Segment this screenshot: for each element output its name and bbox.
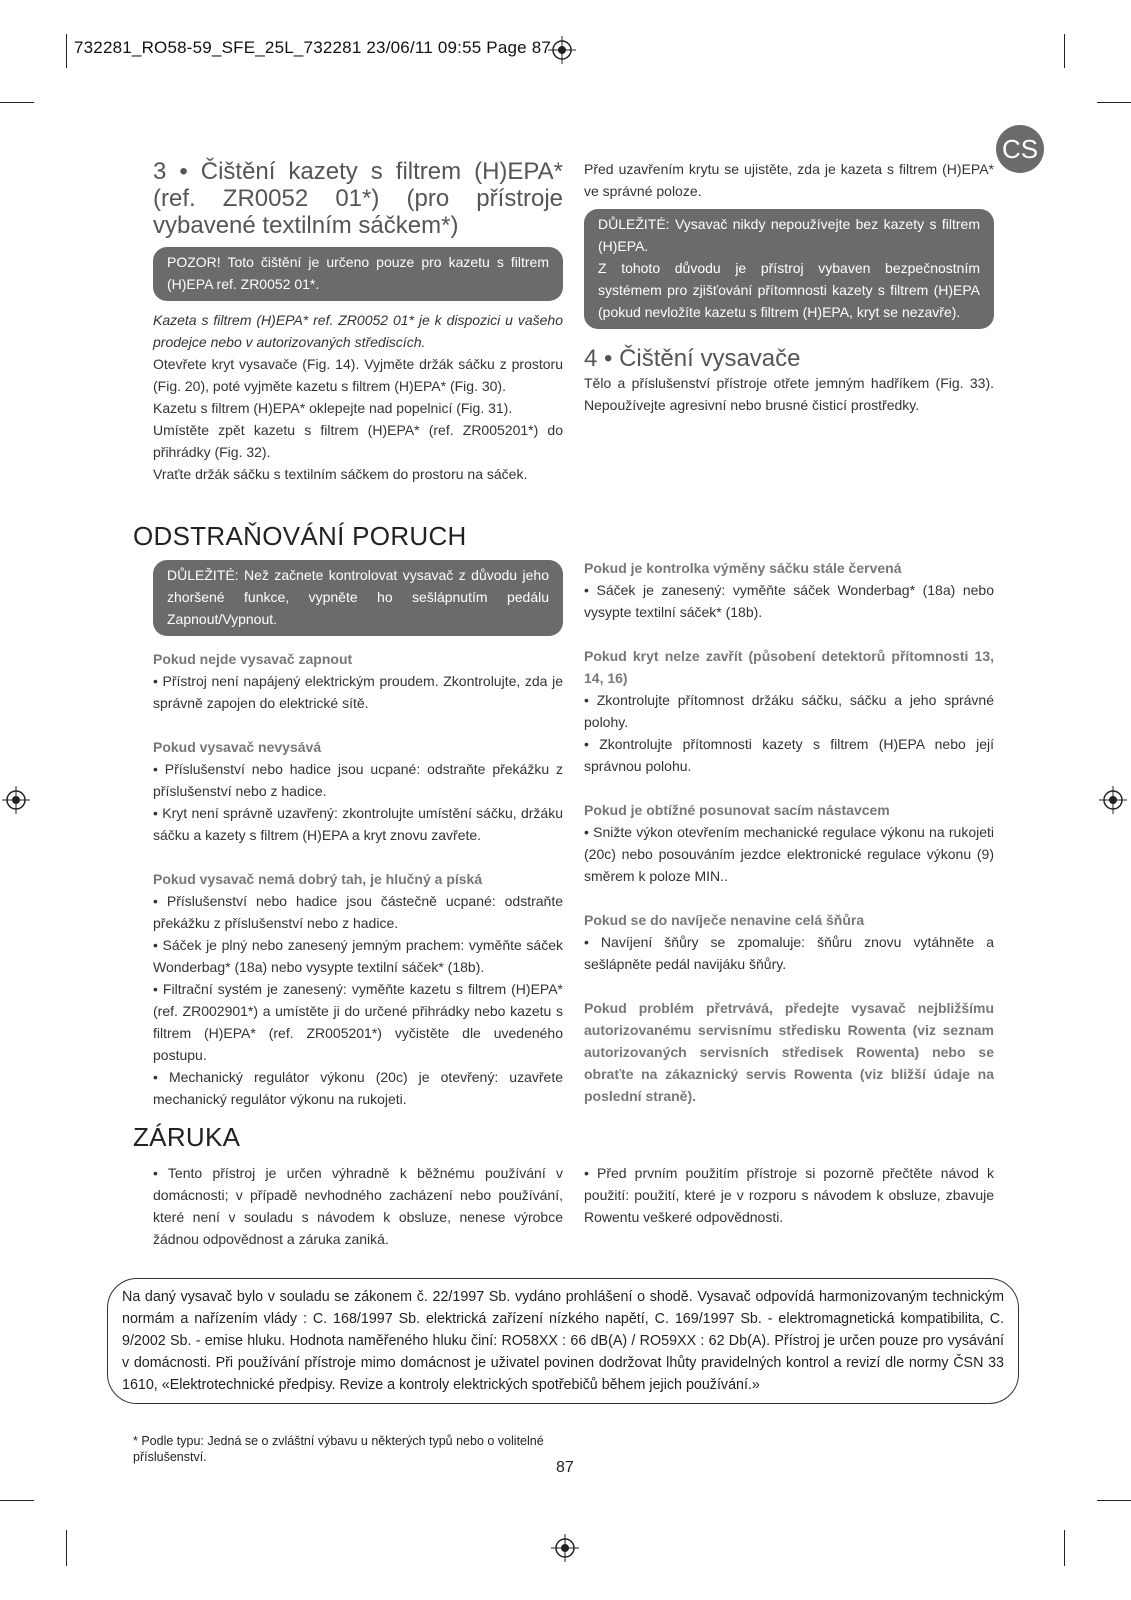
troubleshooting-important-text: DŮLEŽITÉ: Než začnete kontrolovat vysavač z důvodu jeho zhoršené funkce, vypněte ho sešlápnutím pedálu Zapnout/Vypnout. xyxy=(167,567,549,627)
crop-mark xyxy=(66,1530,67,1566)
service-note: Pokud problém přetrvává, předejte vysavač nejbližšímu autorizovanému servisnímu středisku Rowenta (viz seznam autorizovaných servisních středisek Rowenta) nebo se obraťte na zákaznický servis Rowenta (viz bližší údaje na poslední straně). xyxy=(584,1000,994,1104)
right-top-column xyxy=(584,158,994,416)
trouble-group xyxy=(153,648,563,714)
troubleshooting-title: ODSTRAŇOVÁNÍ PORUCH xyxy=(133,521,467,551)
important-text-b: Z tohoto důvodu je přístroj vybaven bezpečnostním systémem pro zjišťování přítomnosti kazety s filtrem (H)EPA (pokud nevložíte kazetu s filtrem (H)EPA, kryt se nezavře). xyxy=(598,260,980,320)
trouble-item: • Snižte výkon otevřením mechanické regulace výkonu na rukojeti (20c) nebo posouváním jezdce elektronické regulace výkonu (9) směrem k poloze MIN.. xyxy=(584,824,994,884)
trouble-group xyxy=(153,736,563,846)
crop-mark xyxy=(66,34,67,68)
section3-heading: 3 • Čištění kazety s filtrem (H)EPA* (ref. ZR0052 01*) (pro přístroje vybavené textilním sáčkem*) xyxy=(153,158,563,239)
trouble-item: • Sáček je zanesený: vyměňte sáček Wonderbag* (18a) nebo vysypte textilní sáček* (18b). xyxy=(584,582,994,620)
trouble-item: • Zkontrolujte přítomnost držáku sáčku, sáčku a jeho správné polohy. xyxy=(584,692,994,730)
crop-mark xyxy=(1064,1530,1065,1566)
trouble-item: • Mechanický regulátor výkonu (20c) je otevřený: uzavřete mechanický regulátor výkonu na rukojeti. xyxy=(153,1069,563,1107)
print-slug: 732281_RO58-59_SFE_25L_732281 23/06/11 09:55 Page 87 xyxy=(74,38,552,57)
trouble-heading: Pokud je obtížné posunovat sacím nástavcem xyxy=(584,802,890,818)
right-top-paragraph: Před uzavřením krytu se ujistěte, zda je kazeta s filtrem (H)EPA* ve správné poloze. xyxy=(584,161,994,199)
footnote: * Podle typu: Jedná se o zvláštní výbavu u některých typů nebo o volitelné příslušenství. xyxy=(133,1434,544,1464)
warranty-left-text: • Tento přístroj je určen výhradně k běžnému používání v domácnosti; v případě nevhodného zacházení nebo používání, které není v souladu s návodem k obsluze, nenese výrobce žádnou odpovědnost a záruka zaniká. xyxy=(153,1165,563,1247)
warranty-title: ZÁRUKA xyxy=(133,1122,241,1152)
trouble-heading: Pokud nejde vysavač zapnout xyxy=(153,651,353,667)
crop-mark xyxy=(0,1500,34,1501)
trouble-item: • Sáček je plný nebo zanesený jemným prachem: vyměňte sáček Wonderbag* (18a) nebo vysypte textilní sáček* (18b). xyxy=(153,937,563,975)
trouble-group xyxy=(153,868,563,1110)
warranty-right-column xyxy=(584,1162,994,1228)
trouble-item: • Navíjení šňůry se zpomaluje: šňůru znovu vytáhněte a sešlápněte pedál navijáku šňůry. xyxy=(584,934,994,972)
important-box xyxy=(584,209,994,329)
section3-column xyxy=(153,158,563,485)
trouble-heading: Pokud je kontrolka výměny sáčku stále červená xyxy=(584,560,902,576)
crop-mark xyxy=(1097,102,1131,103)
trouble-item: • Příslušenství nebo hadice jsou ucpané: odstraňte překážku z příslušenství nebo z hadice. xyxy=(153,761,563,799)
troubleshooting-left-column xyxy=(153,560,563,1110)
trouble-item: • Zkontrolujte přítomnosti kazety s filtrem (H)EPA nebo její správnou polohu. xyxy=(584,736,994,774)
language-badge: CS xyxy=(996,125,1044,173)
trouble-group xyxy=(584,645,994,777)
trouble-item: • Filtrační systém je zanesený: vyměňte kazetu s filtrem (H)EPA* (ref. ZR002901*) a umístěte ji do určené přihrádky nebo kazetu s filtrem (H)EPA* (ref. ZR005201*) vyčistěte dle uvedeného postupu. xyxy=(153,981,563,1063)
section3-warning-text: POZOR! Toto čištění je určeno pouze pro kazetu s filtrem (H)EPA ref. ZR0052 01*. xyxy=(167,254,549,292)
trouble-heading: Pokud vysavač nevysává xyxy=(153,739,322,755)
registration-mark-icon xyxy=(548,36,576,64)
trouble-item: • Příslušenství nebo hadice jsou částečně ucpané: odstraňte překážku z příslušenství nebo z hadice. xyxy=(153,893,563,931)
registration-mark-icon xyxy=(2,786,30,814)
registration-mark-icon xyxy=(1099,786,1127,814)
troubleshooting-right-column xyxy=(584,557,994,1107)
section3-step3: Umístěte zpět kazetu s filtrem (H)EPA* (ref. ZR005201*) do přihrádky (Fig. 32). xyxy=(153,422,563,460)
section3-step1: Otevřete kryt vysavače (Fig. 14). Vyjměte držák sáčku z prostoru (Fig. 20), poté vyjměte kazetu s filtrem (H)EPA* (Fig. 30). xyxy=(153,356,563,394)
trouble-heading: Pokud se do navíječe nenavine celá šňůra xyxy=(584,912,865,928)
section3-step4: Vraťte držák sáčku s textilním sáčkem do prostoru na sáček. xyxy=(153,466,528,482)
declaration-box: Na daný vysavač bylo v souladu se zákonem č. 22/1997 Sb. vydáno prohlášení o shodě. Vysavač odpovídá harmonizovaným technickým normám a nařízením vlády : C. 168/1997 Sb. elektrická zařízení nízkého napětí, C. 169/1997 Sb. - elektromagnetická kompatibilita, C. 9/2002 Sb. - emise hluku. Hodnota naměřeného hluku činí: RO58XX : 66 dB(A) / RO59XX : 62 Db(A). Přístroj je určen pouze pro vysávání v domácnosti. Při používání přístroje mimo domácnost je uživatel povinen dodržovat lhůty pravidelných kontrol a revizí dle normy ČSN 33 1610, «Elektrotechnické předpisy. Revize a kontroly elektrických spotřebičů během jejich používání.» xyxy=(107,1278,1019,1404)
trouble-group xyxy=(584,557,994,623)
section3-step2: Kazetu s filtrem (H)EPA* oklepejte nad popelnicí (Fig. 31). xyxy=(153,400,513,416)
warranty-right-text: • Před prvním použitím přístroje si pozorně přečtěte návod k použití: použití, které je v rozporu s návodem k obsluze, zbavuje Rowentu veškeré odpovědnosti. xyxy=(584,1165,994,1225)
trouble-heading: Pokud kryt nelze zavřít (působení detektorů přítomnosti 13, 14, 16) xyxy=(584,648,994,686)
crop-mark xyxy=(0,102,34,103)
trouble-item: • Přístroj není napájený elektrickým proudem. Zkontrolujte, zda je správně zapojen do elektrické sítě. xyxy=(153,673,563,711)
troubleshooting-important-box xyxy=(153,560,563,636)
crop-mark xyxy=(1064,34,1065,68)
section3-warning-box xyxy=(153,247,563,301)
important-text-a: DŮLEŽITÉ: Vysavač nikdy nepoužívejte bez kazety s filtrem (H)EPA. xyxy=(598,216,980,254)
warranty-left-column xyxy=(153,1162,563,1250)
page-number: 87 xyxy=(556,1459,574,1476)
section3-availability: Kazeta s filtrem (H)EPA* ref. ZR0052 01* je k dispozici u vašeho prodejce nebo v autorizovaných střediscích. xyxy=(153,312,563,350)
trouble-heading: Pokud vysavač nemá dobrý tah, je hlučný a píská xyxy=(153,871,483,887)
trouble-group xyxy=(584,909,994,975)
trouble-group xyxy=(584,799,994,887)
section4-heading: 4 • Čištění vysavače xyxy=(584,345,801,372)
trouble-item: • Kryt není správně uzavřený: zkontrolujte umístění sáčku, držáku sáčku a kazety s filtrem (H)EPA a kryt znovu zavřete. xyxy=(153,805,563,843)
crop-mark xyxy=(1097,1500,1131,1501)
section4-paragraph: Tělo a příslušenství přístroje otřete jemným hadříkem (Fig. 33). Nepoužívejte agresivní nebo brusné čisticí prostředky. xyxy=(584,375,994,413)
registration-mark-icon xyxy=(551,1534,579,1562)
